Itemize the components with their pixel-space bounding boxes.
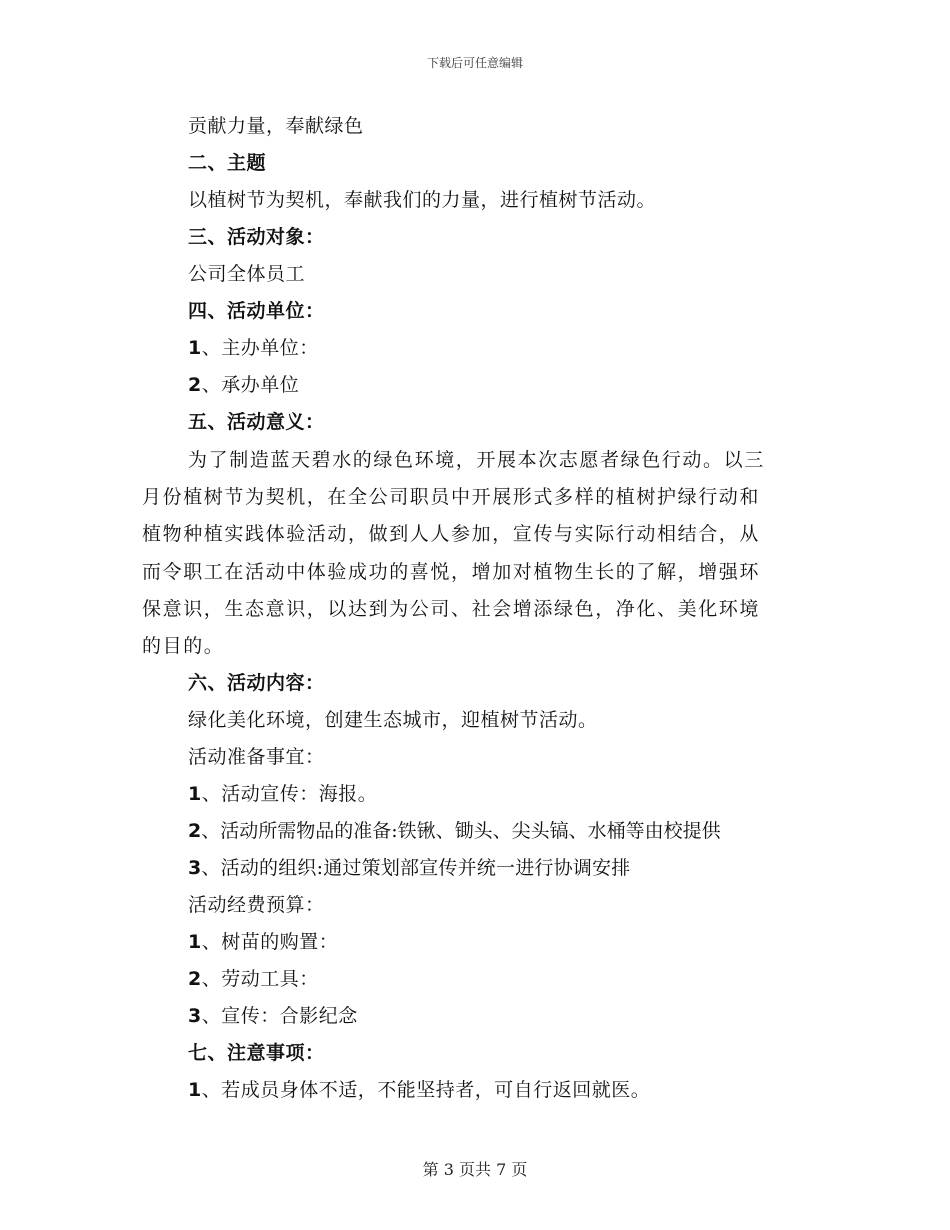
list-number: 1 (188, 783, 202, 805)
list-number: 1 (188, 1079, 202, 1101)
list-text: 、劳动工具： (201, 968, 319, 990)
paragraph-line: 的目的。 (142, 635, 225, 657)
list-text: 、活动的组织:通过策划部宣传并统一进行协调安排 (201, 857, 631, 879)
section-heading-content: 六、活动内容： (188, 672, 325, 694)
list-item (188, 782, 377, 806)
list-text: 、承办单位 (201, 374, 300, 396)
list-text: 、活动宣传：海报。 (201, 783, 378, 805)
section-heading-significance: 五、活动意义： (188, 411, 325, 433)
list-number: 2 (188, 374, 202, 396)
section-heading-target: 三、活动对象： (188, 226, 325, 248)
list-item (188, 967, 319, 991)
text-line: 贡献力量，奉献绿色 (188, 115, 364, 137)
text-line: 绿化美化环境，创建生态城市，迎植树节活动。 (188, 709, 598, 731)
list-item (188, 1078, 650, 1102)
list-number: 2 (188, 968, 202, 990)
text-line: 公司全体员工 (188, 263, 306, 285)
paragraph-line: 为了制造蓝天碧水的绿色环境，开展本次志愿者绿色行动。以三 (188, 449, 765, 471)
text-line: 活动准备事宜： (188, 746, 325, 768)
paragraph-line: 而令职工在活动中体验成功的喜悦，增加对植物生长的了解，增强环 (142, 561, 761, 583)
text-line: 活动经费预算： (188, 894, 325, 916)
paragraph-line: 月份植树节为契机，在全公司职员中开展形式多样的植树护绿行动和 (142, 486, 761, 508)
list-item (188, 930, 338, 954)
text-line: 以植树节为契机，奉献我们的力量，进行植树节活动。 (188, 189, 657, 211)
list-text: 、主办单位： (201, 337, 319, 359)
list-number: 1 (188, 337, 202, 359)
list-text: 、活动所需物品的准备:铁锹、锄头、尖头镐、水桶等由校提供 (201, 820, 721, 842)
paragraph-line: 植物种植实践体验活动，做到人人参加，宣传与实际行动相结合，从 (142, 523, 761, 545)
list-item (188, 856, 630, 880)
list-text: 、树苗的购置： (201, 931, 339, 953)
list-number: 3 (188, 1005, 202, 1027)
list-number: 1 (188, 931, 202, 953)
list-number: 2 (188, 820, 202, 842)
list-number: 3 (188, 857, 202, 879)
section-heading-notes: 七、注意事项： (188, 1042, 325, 1064)
list-item (188, 1004, 358, 1028)
list-item (188, 336, 319, 360)
page-footer: 第 3 页共 7 页 (422, 1160, 528, 1179)
list-text: 、若成员身体不适，不能坚持者，可自行返回就医。 (201, 1079, 651, 1101)
list-item (188, 373, 299, 397)
list-item (188, 819, 721, 843)
paragraph-line: 保意识，生态意识，以达到为公司、社会增添绿色，净化、美化环境 (142, 598, 761, 620)
section-heading-theme: 二、主题 (188, 152, 267, 174)
list-text: 、宣传：合影纪念 (201, 1005, 358, 1027)
page-header: 下载后可任意编辑 (426, 56, 523, 70)
section-heading-units: 四、活动单位： (188, 300, 325, 322)
